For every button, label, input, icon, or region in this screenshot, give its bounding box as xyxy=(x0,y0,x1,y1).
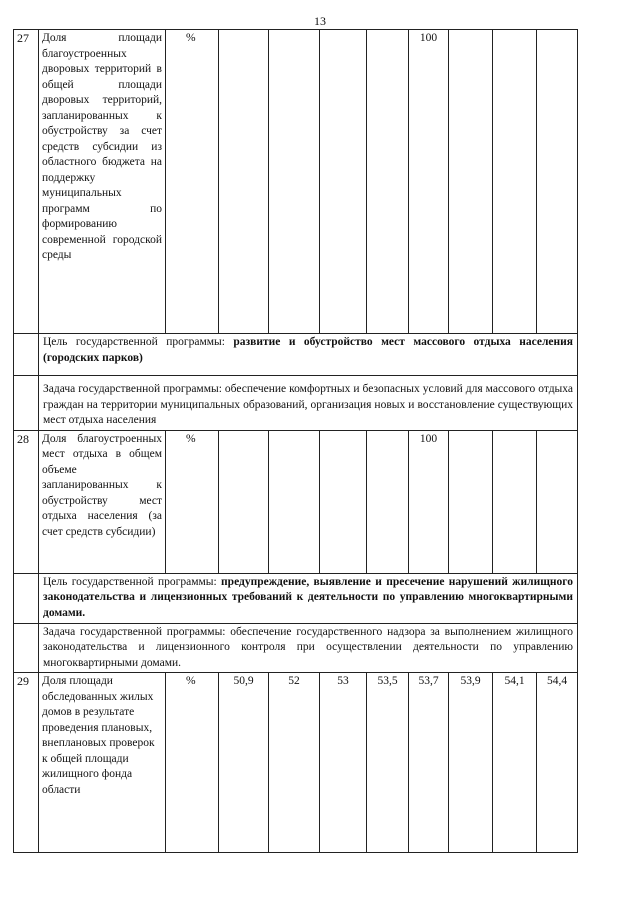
value-cell xyxy=(367,30,409,334)
value-cell xyxy=(449,30,493,334)
value-cell xyxy=(269,430,320,573)
page-number: 13 xyxy=(314,14,326,28)
task-row xyxy=(14,376,578,431)
value-cell: 100 xyxy=(409,30,449,334)
empty-number-cell xyxy=(14,376,39,431)
empty-number-cell xyxy=(14,334,39,376)
goal-bold-text: развитие и обустройство мест массового отдыха населения (городских парков) xyxy=(43,336,573,364)
value-cell: 100 xyxy=(409,430,449,573)
value-cell: 54,4 xyxy=(537,673,578,853)
indicator-name: Доля благоустроенных мест отдыха в общем объеме запланированных к обустройству мест отдыха населения (за счет средств субсидии) xyxy=(39,430,166,573)
table-row xyxy=(14,430,578,573)
row-number: 27 xyxy=(14,30,39,334)
value-cell: 53 xyxy=(320,673,367,853)
value-cell xyxy=(367,430,409,573)
value-cell: 53,5 xyxy=(367,673,409,853)
unit-cell: % xyxy=(166,30,219,334)
value-cell: 53,9 xyxy=(449,673,493,853)
unit-cell: % xyxy=(166,673,219,853)
empty-number-cell xyxy=(14,573,39,623)
value-cell xyxy=(493,30,537,334)
value-cell xyxy=(269,30,320,334)
table-row xyxy=(14,30,578,334)
indicator-name: Доля площади благоустроенных дворовых территорий в общей площади дворовых территорий, запланированных к обустройству за счет средств субсидии из областного бюджета на поддержку муниципальных программ по формированию современной городской среды xyxy=(39,30,166,334)
goal-prefix: Цель государственной программы: xyxy=(43,336,234,348)
value-cell: 53,7 xyxy=(409,673,449,853)
goal-prefix: Цель государственной программы: xyxy=(43,575,222,588)
indicator-name: Доля площади обследованных жилых домов в результате проведения плановых, внеплановых проверок к общей площади жилищного фонда области xyxy=(39,673,166,853)
value-cell xyxy=(320,430,367,573)
table-row xyxy=(14,673,578,853)
value-cell xyxy=(219,430,269,573)
goal-text xyxy=(39,334,578,376)
goal-bold-text: предупреждение, выявление и пресечение нарушений жилищного законодательства и лицензионных требований к деятельности по управлению многоквартирными домами. xyxy=(43,575,573,619)
value-cell: 52 xyxy=(269,673,320,853)
value-cell xyxy=(219,30,269,334)
value-cell xyxy=(320,30,367,334)
goal-row xyxy=(14,334,578,376)
goal-text xyxy=(39,573,578,623)
unit-cell: % xyxy=(166,430,219,573)
empty-number-cell xyxy=(14,623,39,673)
row-number: 29 xyxy=(14,673,39,853)
goal-row xyxy=(14,573,578,623)
value-cell xyxy=(449,430,493,573)
value-cell xyxy=(537,30,578,334)
task-text: Задача государственной программы: обеспечение комфортных и безопасных условий для массового отдыха граждан на территории муниципальных образований, организация новых и восстановление существующих мест отдыха населения xyxy=(39,376,578,431)
value-cell xyxy=(493,430,537,573)
value-cell xyxy=(537,430,578,573)
row-number: 28 xyxy=(14,430,39,573)
task-text: Задача государственной программы: обеспечение государственного надзора за выполнением жилищного законодательства и лицензионного контроля при осуществлении деятельности по управлению многоквартирными домами. xyxy=(39,623,578,673)
task-row xyxy=(14,623,578,673)
value-cell: 54,1 xyxy=(493,673,537,853)
indicators-table xyxy=(13,29,578,853)
value-cell: 50,9 xyxy=(219,673,269,853)
